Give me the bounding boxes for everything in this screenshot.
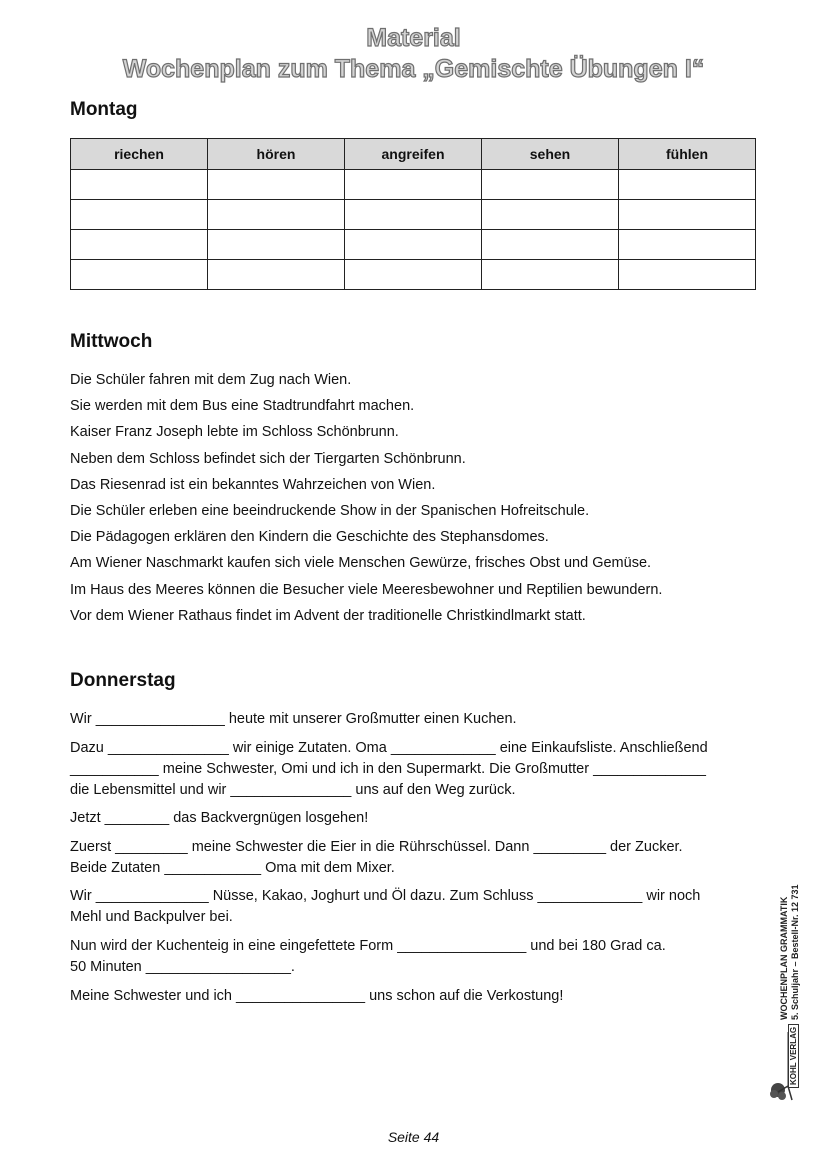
answer-cell[interactable] <box>208 230 345 260</box>
sentence-line: Vor dem Wiener Rathaus findet im Advent der traditionelle Christkindlmarkt statt. <box>70 607 586 624</box>
answer-cell[interactable] <box>208 200 345 230</box>
sentence-line: Die Schüler erleben eine beeindruckende Show in der Spanischen Hofreitschule. <box>70 503 590 519</box>
sentence-line: Sie werden mit dem Bus eine Stadtrundfahrt machen. <box>70 398 415 415</box>
section-heading-mittwoch: Mittwoch <box>70 331 153 352</box>
answer-cell[interactable] <box>482 200 619 230</box>
cloze-line: die Lebensmittel und wir _______________ uns auf den Weg zurück. <box>70 782 516 798</box>
table-row <box>71 230 756 260</box>
cloze-line: Mehl und Backpulver bei. <box>70 909 233 925</box>
answer-cell[interactable] <box>71 170 208 200</box>
cloze-line: ___________ meine Schwester, Omi und ich in den Supermarkt. Die Großmutter ______________ <box>70 761 706 777</box>
answer-cell[interactable] <box>619 260 756 290</box>
sentence-line: Die Pädagogen erklären den Kindern die Geschichte des Stephansdomes. <box>70 529 549 546</box>
answer-cell[interactable] <box>619 170 756 200</box>
table-row <box>71 170 756 200</box>
section-heading-donnerstag: Donnerstag <box>70 670 176 691</box>
answer-cell[interactable] <box>71 200 208 230</box>
answer-cell[interactable] <box>71 230 208 260</box>
column-header: angreifen <box>345 139 482 170</box>
answer-cell[interactable] <box>482 230 619 260</box>
answer-cell[interactable] <box>345 260 482 290</box>
cloze-line: Wir ______________ Nüsse, Kakao, Joghurt und Öl dazu. Zum Schluss _____________ wir noch <box>70 888 701 904</box>
column-header: fühlen <box>619 139 756 170</box>
answer-cell[interactable] <box>482 260 619 290</box>
answer-cell[interactable] <box>345 200 482 230</box>
section-heading-montag: Montag <box>70 99 138 120</box>
table-header-row <box>71 139 756 170</box>
table-row <box>71 200 756 230</box>
cloze-line: Beide Zutaten ____________ Oma mit dem Mixer. <box>70 860 395 876</box>
cloze-line: Zuerst _________ meine Schwester die Eier in die Rührschüssel. Dann _________ der Zucker. <box>70 839 683 855</box>
sentence-line: Kaiser Franz Joseph lebte im Schloss Schönbrunn. <box>70 424 399 441</box>
worksheet-title-topic: Wochenplan zum Thema „Gemischte Übungen I“ <box>122 55 705 83</box>
table-row <box>71 260 756 290</box>
cloze-line: 50 Minuten __________________. <box>70 959 295 975</box>
answer-cell[interactable] <box>345 230 482 260</box>
worksheet-title-material: Material <box>366 24 461 52</box>
page-number: Seite 44 <box>387 1129 440 1145</box>
cloze-line: Nun wird der Kuchenteig in eine eingefettete Form ________________ und bei 180 Grad ca. <box>70 938 666 954</box>
cloze-line: Jetzt ________ das Backvergnügen losgehen! <box>70 810 369 826</box>
cloze-line: Dazu _______________ wir einige Zutaten. Oma _____________ eine Einkaufsliste. Anschließend <box>70 740 708 756</box>
column-header: riechen <box>71 139 208 170</box>
sentence-line: Im Haus des Meeres können die Besucher viele Meeresbewohner und Reptilien bewundern. <box>70 581 663 598</box>
senses-table <box>70 138 756 290</box>
answer-cell[interactable] <box>208 170 345 200</box>
answer-cell[interactable] <box>208 260 345 290</box>
cloze-line: Wir ________________ heute mit unserer Großmutter einen Kuchen. <box>70 711 517 727</box>
publisher-logo-text: KOHL VERLAG <box>788 1024 799 1088</box>
sentence-line: Das Riesenrad ist ein bekanntes Wahrzeichen von Wien. <box>70 476 436 493</box>
sidebar-order-number: 5. Schuljahr – Bestell-Nr. 12 731 <box>790 884 800 1020</box>
cloze-line: Meine Schwester und ich ________________ uns schon auf die Verkostung! <box>70 988 564 1004</box>
answer-cell[interactable] <box>71 260 208 290</box>
answer-cell[interactable] <box>345 170 482 200</box>
column-header: hören <box>208 139 345 170</box>
answer-cell[interactable] <box>619 230 756 260</box>
column-header: sehen <box>482 139 619 170</box>
answer-cell[interactable] <box>482 170 619 200</box>
sentence-line: Die Schüler fahren mit dem Zug nach Wien. <box>70 372 352 388</box>
sentence-line: Am Wiener Naschmarkt kaufen sich viele Menschen Gewürze, frisches Obst und Gemüse. <box>70 555 652 572</box>
sentence-line: Neben dem Schloss befindet sich der Tiergarten Schönbrunn. <box>70 450 466 467</box>
sidebar-series-title: WOCHENPLAN GRAMMATIK <box>779 896 789 1020</box>
answer-cell[interactable] <box>619 200 756 230</box>
